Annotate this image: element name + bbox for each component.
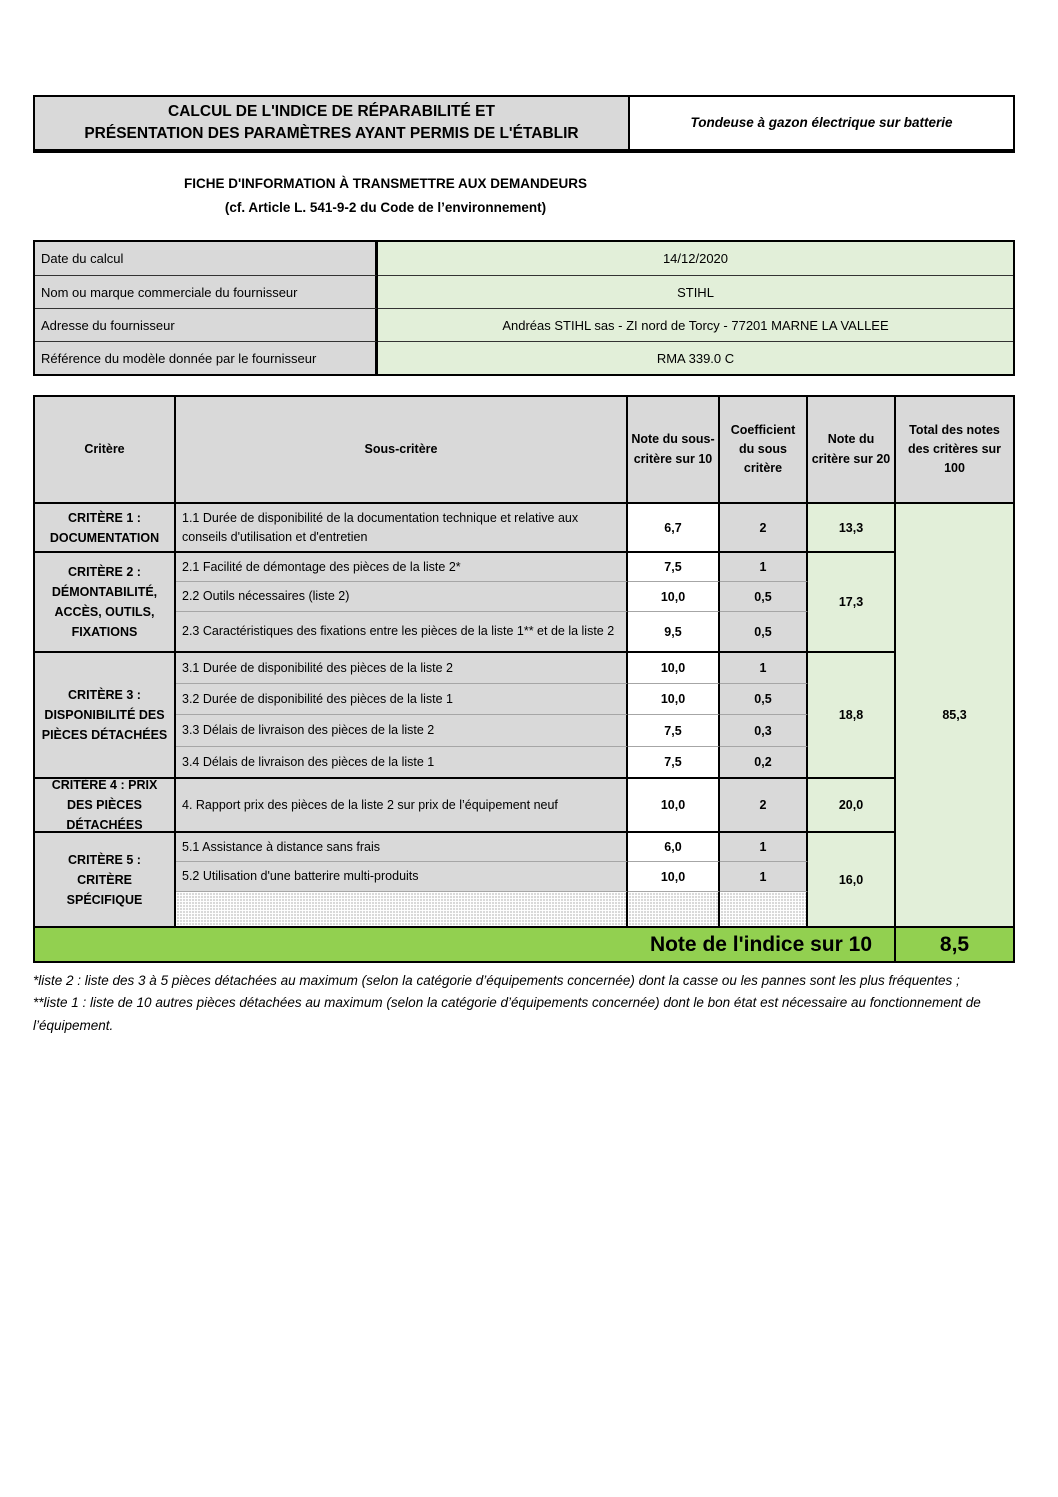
col-header-critere: Critère (35, 397, 176, 502)
footnotes (33, 970, 1015, 1037)
subrow-2-2-coeff: 0,5 (720, 581, 808, 611)
subrow-5-1-note10: 6,0 (628, 831, 720, 861)
subrow-2-3-label: 2.3 Caractéristiques des fixations entre les pièces de la liste 1** et de la liste 2 (176, 611, 628, 651)
subrow-3-4-label: 3.4 Délais de livraison des pièces de la liste 1 (176, 746, 628, 777)
index-score-label: Note de l'indice sur 10 (35, 926, 896, 961)
subtitle (33, 172, 738, 219)
col-header-coefficient: Coefficient du sous critère (720, 397, 808, 502)
info-value-date: 14/12/2020 (378, 242, 1013, 275)
subrow-3-4-note10: 7,5 (628, 746, 720, 777)
empty-hatched-cell (720, 891, 808, 926)
subrow-5-2-note10: 10,0 (628, 861, 720, 891)
criteria-table (33, 395, 1015, 963)
info-label-address: Adresse du fournisseur (35, 308, 378, 341)
total-score-100: 85,3 (896, 502, 1013, 926)
criterion-1-label: CRITÈRE 1 : DOCUMENTATION (35, 502, 176, 551)
document-title-line2: PRÉSENTATION DES PARAMÈTRES AYANT PERMIS DE L'ÉTABLIR (84, 125, 579, 143)
col-header-note-10: Note du sous-critère sur 10 (628, 397, 720, 502)
subtitle-line1: FICHE D'INFORMATION À TRANSMETTRE AUX DEMANDEURS (184, 175, 587, 191)
subrow-1-1-coeff: 2 (720, 502, 808, 551)
product-name-box (628, 95, 1015, 153)
product-name: Tondeuse à gazon électrique sur batterie (690, 115, 953, 131)
criterion-3-note20: 18,8 (808, 651, 896, 777)
subrow-1-1-note10: 6,7 (628, 502, 720, 551)
subtitle-line2: (cf. Article L. 541-9-2 du Code de l’environnement) (224, 199, 547, 215)
footnote-liste1: **liste 1 : liste de 10 autres pièces détachées au maximum (selon la catégorie d’équipements concernée) dont le bon état est nécessaire au fonctionnement de l’équipement. (33, 995, 981, 1033)
info-label-date: Date du calcul (35, 242, 378, 275)
subrow-3-3-note10: 7,5 (628, 714, 720, 746)
subrow-4-note10: 10,0 (628, 777, 720, 831)
subrow-2-3-coeff: 0,5 (720, 611, 808, 651)
subrow-3-3-coeff: 0,3 (720, 714, 808, 746)
subrow-3-1-coeff: 1 (720, 651, 808, 683)
subrow-3-2-note10: 10,0 (628, 683, 720, 714)
criterion-5-note20: 16,0 (808, 831, 896, 926)
subrow-2-2-label: 2.2 Outils nécessaires (liste 2) (176, 581, 628, 611)
info-label-model-ref: Référence du modèle donnée par le fournisseur (35, 341, 378, 374)
info-label-brand: Nom ou marque commerciale du fournisseur (35, 275, 378, 308)
col-header-sous-critere: Sous-critère (176, 397, 628, 502)
subrow-2-1-note10: 7,5 (628, 551, 720, 581)
subrow-3-1-label: 3.1 Durée de disponibilité des pièces de la liste 2 (176, 651, 628, 683)
index-score-value: 8,5 (896, 926, 1013, 961)
subrow-2-1-coeff: 1 (720, 551, 808, 581)
criterion-1-note20: 13,3 (808, 502, 896, 551)
empty-hatched-cell (628, 891, 720, 926)
info-value-model-ref: RMA 339.0 C (378, 341, 1013, 374)
criterion-2-note20: 17,3 (808, 551, 896, 651)
subrow-2-3-note10: 9,5 (628, 611, 720, 651)
subrow-4-label: 4. Rapport prix des pièces de la liste 2 sur prix de l’équipement neuf (176, 777, 628, 831)
supplier-info-table (33, 240, 1015, 376)
subrow-3-2-coeff: 0,5 (720, 683, 808, 714)
subrow-5-2-coeff: 1 (720, 861, 808, 891)
col-header-note-20: Note du critère sur 20 (808, 397, 896, 502)
criterion-2-label: CRITÈRE 2 : DÉMONTABILITÉ, ACCÈS, OUTILS, FIXATIONS (35, 551, 176, 651)
repairability-sheet (33, 0, 1015, 1037)
subrow-3-1-note10: 10,0 (628, 651, 720, 683)
subrow-1-1-label: 1.1 Durée de disponibilité de la documentation technique et relative aux conseils d'utilisation et d'entretien (176, 502, 628, 551)
info-value-address: Andréas STIHL sas - ZI nord de Torcy - 77201 MARNE LA VALLEE (378, 308, 1013, 341)
subrow-3-2-label: 3.2 Durée de disponibilité des pièces de la liste 1 (176, 683, 628, 714)
subrow-3-3-label: 3.3 Délais de livraison des pièces de la liste 2 (176, 714, 628, 746)
footnote-liste2: *liste 2 : liste des 3 à 5 pièces détachées au maximum (selon la catégorie d’équipements concernée) dont la casse ou les pannes sont les plus fréquentes ; (33, 973, 960, 989)
document-title-line1: CALCUL DE L'INDICE DE RÉPARABILITÉ ET (168, 103, 495, 120)
empty-hatched-cell (176, 891, 628, 926)
document-title (33, 95, 630, 153)
subrow-4-coeff: 2 (720, 777, 808, 831)
col-header-total-100: Total des notes des critères sur 100 (896, 397, 1013, 502)
subrow-5-1-label: 5.1 Assistance à distance sans frais (176, 831, 628, 861)
criterion-3-label: CRITÈRE 3 : DISPONIBILITÉ DES PIÈCES DÉTACHÉES (35, 651, 176, 777)
criterion-5-label: CRITÈRE 5 : CRITÈRE SPÉCIFIQUE (35, 831, 176, 926)
subrow-3-4-coeff: 0,2 (720, 746, 808, 777)
info-value-brand: STIHL (378, 275, 1013, 308)
subrow-5-1-coeff: 1 (720, 831, 808, 861)
header (33, 95, 1015, 153)
criterion-4-label: CRITÈRE 4 : PRIX DES PIÈCES DÉTACHÉES (35, 777, 176, 831)
criterion-4-note20: 20,0 (808, 777, 896, 831)
subrow-5-2-label: 5.2 Utilisation d'une batterire multi-produits (176, 861, 628, 891)
subrow-2-1-label: 2.1 Facilité de démontage des pièces de la liste 2* (176, 551, 628, 581)
subrow-2-2-note10: 10,0 (628, 581, 720, 611)
